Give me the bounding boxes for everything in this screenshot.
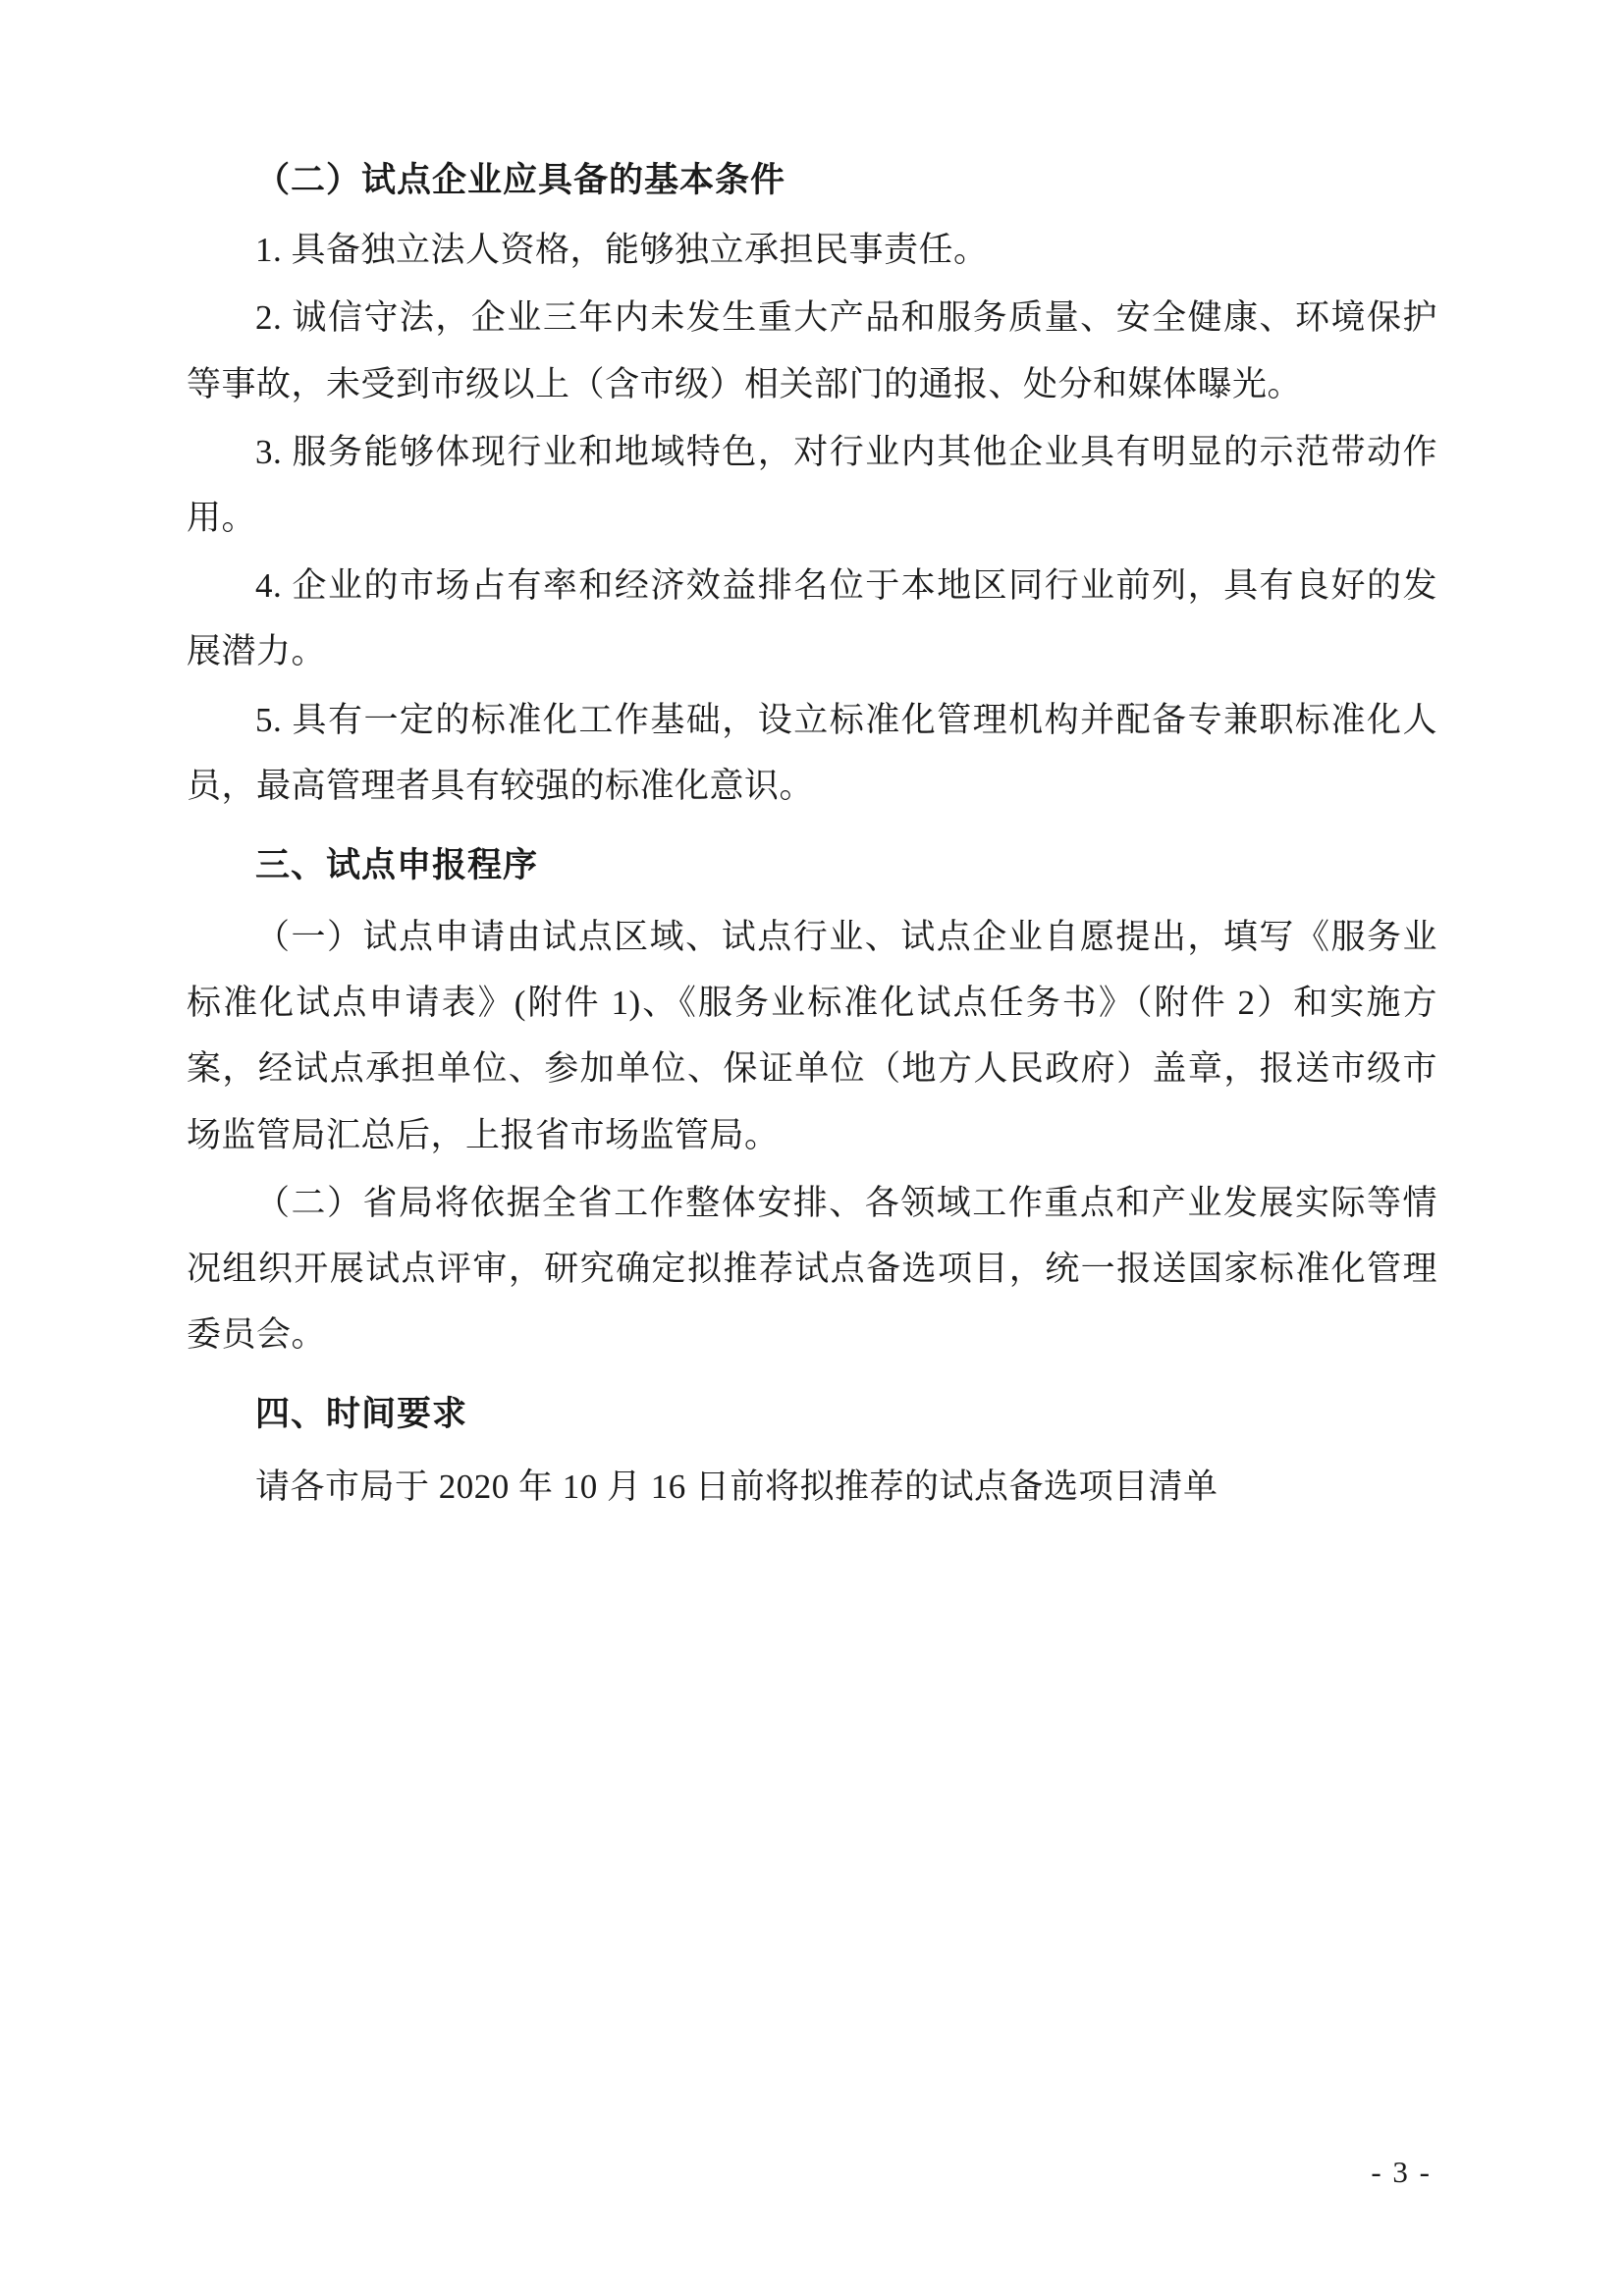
section-subheading-basic-conditions: （二）试点企业应具备的基本条件 xyxy=(255,161,786,199)
document-body xyxy=(187,147,1437,1520)
paragraph-procedure-2: （二）省局将依据全省工作整体安排、各领域工作重点和产业发展实际等情况组织开展试点评审，研究确定拟推荐试点备选项目，统一报送国家标准化管理委员会。 xyxy=(187,1183,1437,1355)
list-item-3: 3. 服务能够体现行业和地域特色，对行业内其他企业具有明显的示范带动作用。 xyxy=(187,432,1437,537)
section-heading-application-procedure: 三、试点申报程序 xyxy=(255,845,539,884)
list-item-1: 1. 具备独立法人资格，能够独立承担民事责任。 xyxy=(255,231,989,270)
list-item-5: 5. 具有一定的标准化工作基础，设立标准化管理机构并配备专兼职标准化人员，最高管理者具有较强的标准化意识。 xyxy=(187,700,1437,805)
list-item-2: 2. 诚信守法，企业三年内未发生重大产品和服务质量、安全健康、环境保护等事故，未受到市级以上（含市级）相关部门的通报、处分和媒体曝光。 xyxy=(187,298,1437,403)
list-item-4: 4. 企业的市场占有率和经济效益排名位于本地区同行业前列，具有良好的发展潜力。 xyxy=(187,566,1437,671)
paragraph-time-requirement: 请各市局于 2020 年 10 月 16 日前将拟推荐的试点备选项目清单 xyxy=(255,1467,1218,1506)
section-heading-time-requirement: 四、时间要求 xyxy=(255,1395,468,1434)
page-number: - 3 - xyxy=(1371,2155,1432,2189)
paragraph-procedure-1: （一）试点申请由试点区域、试点行业、试点企业自愿提出，填写《服务业标准化试点申请表》(附件 1)、《服务业标准化试点任务书》（附件 2）和实施方案，经试点承担单位、参加单位、保证单位（地方人民政府）盖章，报送市级市场监管局汇总后，上报省市场监管局。 xyxy=(187,918,1437,1154)
